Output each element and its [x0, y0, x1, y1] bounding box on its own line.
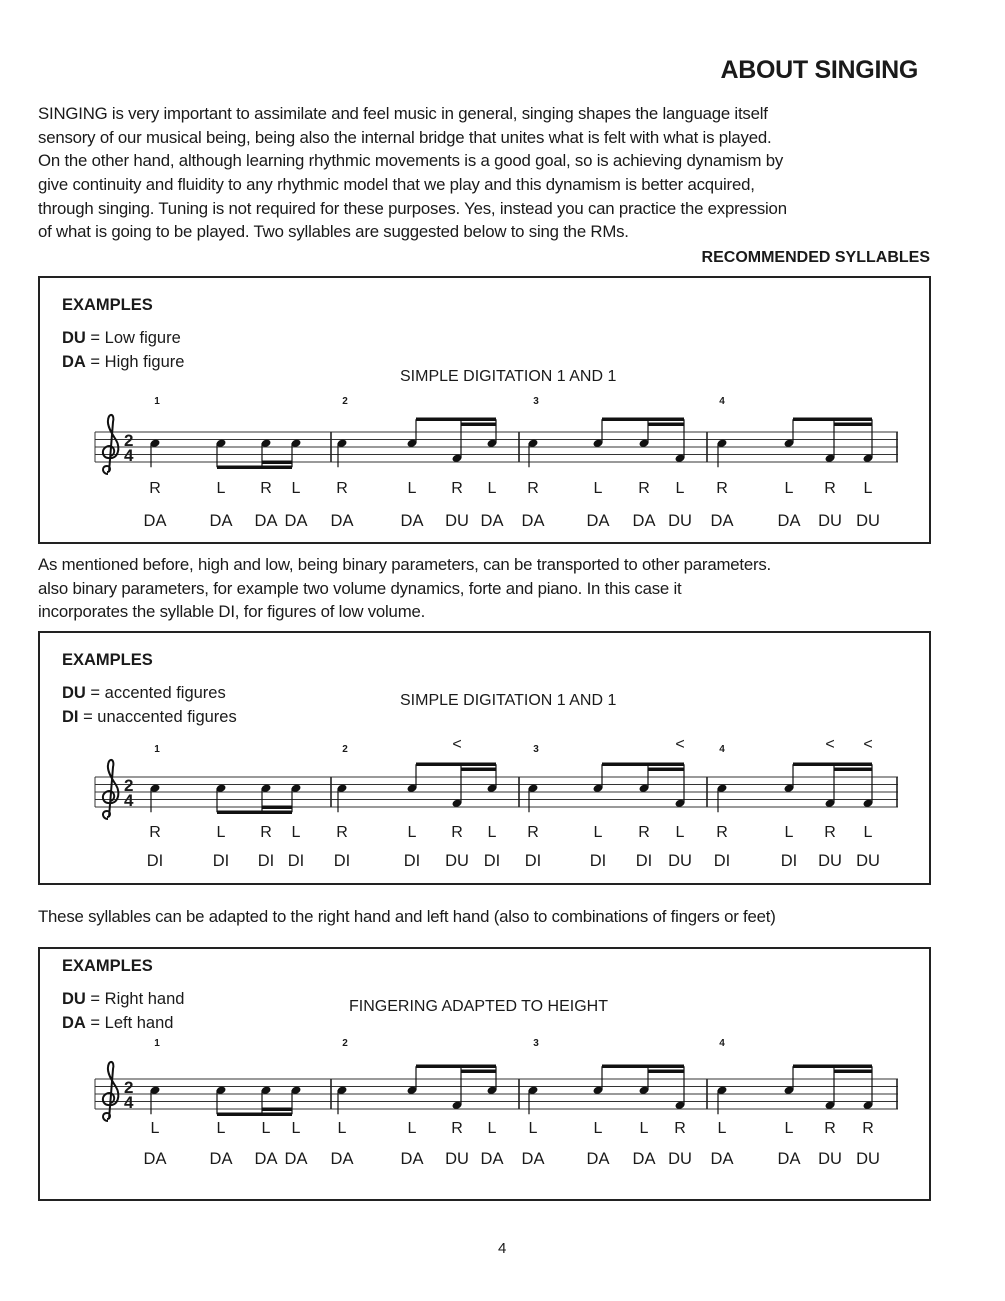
- syllable-meaning: = accented figures: [85, 684, 226, 702]
- syllable-label: DA: [586, 512, 610, 530]
- time-signature-bottom: 4: [124, 446, 134, 465]
- syllable-meaning: = Low figure: [85, 329, 181, 347]
- treble-clef-icon: [103, 415, 119, 474]
- sticking-label: R: [716, 480, 728, 497]
- syllable-definition: [62, 990, 184, 1009]
- syllable-meaning: = Right hand: [85, 990, 185, 1008]
- measure-number: 2: [342, 1038, 348, 1049]
- sticking-label: R: [149, 824, 161, 841]
- sticking-label: L: [593, 480, 603, 497]
- syllable-label: DA: [400, 1150, 424, 1168]
- syllable-label: DU: [856, 1150, 880, 1168]
- measure-number: 4: [719, 396, 725, 407]
- examples-heading: EXAMPLES: [62, 957, 153, 975]
- syllable-label: DU: [445, 512, 469, 530]
- syllable-label: DI: [212, 852, 230, 870]
- intro-line: sensory of our musical being, being also the internal bridge that unites what is felt with what is played.: [38, 128, 772, 147]
- measure-number: 3: [533, 744, 539, 755]
- sticking-label: R: [336, 824, 348, 841]
- syllable-label: DA: [632, 1150, 656, 1168]
- treble-clef-icon: [103, 1062, 119, 1121]
- syllable-label: DA: [480, 512, 504, 530]
- sticking-label: R: [451, 824, 463, 841]
- exercise-title: FINGERING ADAPTED TO HEIGHT: [349, 998, 608, 1015]
- sticking-label: R: [451, 1120, 463, 1137]
- syllable-label: DI: [635, 852, 653, 870]
- syllable-label: DU: [818, 512, 842, 530]
- sticking-label: R: [527, 480, 539, 497]
- syllable-key: DA: [62, 1014, 86, 1032]
- syllable-label: DA: [521, 1150, 545, 1168]
- examples-heading: EXAMPLES: [62, 651, 153, 669]
- time-signature-top: 2: [124, 776, 134, 795]
- syllable-label: DA: [330, 512, 354, 530]
- syllable-label: DA: [284, 1150, 308, 1168]
- measure-number: 1: [154, 1038, 160, 1049]
- sticking-label: L: [528, 1120, 538, 1137]
- sticking-label: R: [527, 824, 539, 841]
- recommended-syllables-heading: RECOMMENDED SYLLABLES: [701, 249, 930, 266]
- sticking-label: R: [260, 480, 272, 497]
- syllable-key: DU: [62, 990, 86, 1008]
- syllable-key: DU: [62, 329, 86, 347]
- syllable-label: DA: [710, 1150, 734, 1168]
- measure-number: 1: [154, 744, 160, 755]
- syllable-label: DA: [632, 512, 656, 530]
- accent-mark: <: [675, 736, 685, 753]
- syllable-label: DI: [589, 852, 607, 870]
- syllable-label: DU: [668, 852, 692, 870]
- sticking-label: L: [216, 1120, 226, 1137]
- measure-number: 4: [719, 744, 725, 755]
- examples-heading: EXAMPLES: [62, 296, 153, 314]
- sticking-label: L: [291, 480, 301, 497]
- syllable-label: DA: [254, 1150, 278, 1168]
- sticking-label: L: [407, 480, 417, 497]
- sticking-label: R: [716, 824, 728, 841]
- syllable-meaning: = unaccented figures: [78, 708, 237, 726]
- sticking-label: L: [337, 1120, 347, 1137]
- music-staff: [0, 372, 1005, 572]
- accent-mark: <: [452, 736, 462, 753]
- syllable-definition: [62, 329, 181, 348]
- sticking-label: L: [639, 1120, 649, 1137]
- sticking-label: L: [407, 1120, 417, 1137]
- sticking-label: L: [784, 480, 794, 497]
- syllable-label: DA: [209, 512, 233, 530]
- syllable-label: DI: [257, 852, 275, 870]
- sticking-label: R: [149, 480, 161, 497]
- syllable-label: DU: [818, 852, 842, 870]
- music-staff: [0, 1019, 1005, 1219]
- syllable-meaning: = High figure: [85, 353, 185, 371]
- sticking-label: R: [862, 1120, 874, 1137]
- syllable-definition: [62, 684, 226, 703]
- measure-number: 3: [533, 396, 539, 407]
- sticking-label: L: [487, 824, 497, 841]
- syllable-label: DI: [146, 852, 164, 870]
- syllable-label: DA: [254, 512, 278, 530]
- accent-mark: <: [825, 736, 835, 753]
- syllable-label: DA: [777, 512, 801, 530]
- para3-line: These syllables can be adapted to the right hand and left hand (also to combinations of fingers or feet): [38, 907, 776, 926]
- syllable-label: DA: [586, 1150, 610, 1168]
- intro-line: of what is going to be played. Two syllables are suggested below to sing the RMs.: [38, 222, 629, 241]
- syllable-label: DI: [333, 852, 351, 870]
- sticking-label: L: [784, 824, 794, 841]
- sticking-label: L: [407, 824, 417, 841]
- syllable-label: DA: [521, 512, 545, 530]
- sticking-label: L: [216, 480, 226, 497]
- para2-line: As mentioned before, high and low, being binary parameters, can be transported to other parameters.: [38, 555, 772, 574]
- syllable-label: DI: [713, 852, 731, 870]
- measure-number: 2: [342, 396, 348, 407]
- measure-number: 2: [342, 744, 348, 755]
- intro-line: On the other hand, although learning rhythmic movements is a good goal, so is achieving dynamism by: [38, 151, 784, 170]
- syllable-label: DA: [777, 1150, 801, 1168]
- sticking-label: L: [675, 480, 685, 497]
- syllable-label: DI: [287, 852, 305, 870]
- syllable-label: DU: [668, 512, 692, 530]
- sticking-label: R: [824, 1120, 836, 1137]
- syllable-label: DA: [710, 512, 734, 530]
- syllable-label: DU: [818, 1150, 842, 1168]
- syllable-meaning: = Left hand: [85, 1014, 174, 1032]
- syllable-label: DI: [403, 852, 421, 870]
- sticking-label: L: [487, 480, 497, 497]
- syllable-key: DU: [62, 684, 86, 702]
- sticking-label: L: [863, 480, 873, 497]
- intro-line: give continuity and fluidity to any rhythmic model that we play and this dynamism is better acquired,: [38, 175, 755, 194]
- sticking-label: R: [451, 480, 463, 497]
- sticking-label: L: [261, 1120, 271, 1137]
- exercise-title: SIMPLE DIGITATION 1 AND 1: [400, 692, 617, 709]
- time-signature-bottom: 4: [124, 791, 134, 810]
- syllable-key: DI: [62, 708, 79, 726]
- time-signature-top: 2: [124, 1078, 134, 1097]
- measure-number: 4: [719, 1038, 725, 1049]
- syllable-label: DA: [209, 1150, 233, 1168]
- sticking-label: L: [593, 824, 603, 841]
- sticking-label: L: [717, 1120, 727, 1137]
- time-signature-bottom: 4: [124, 1093, 134, 1112]
- syllable-label: DA: [284, 512, 308, 530]
- exercise-title: SIMPLE DIGITATION 1 AND 1: [400, 368, 617, 385]
- measure-number: 3: [533, 1038, 539, 1049]
- sticking-label: L: [487, 1120, 497, 1137]
- syllable-key: DA: [62, 353, 86, 371]
- syllable-label: DU: [445, 1150, 469, 1168]
- syllable-label: DU: [856, 852, 880, 870]
- sticking-label: R: [674, 1120, 686, 1137]
- syllable-label: DI: [780, 852, 798, 870]
- syllable-label: DI: [483, 852, 501, 870]
- sticking-label: L: [216, 824, 226, 841]
- syllable-label: DU: [445, 852, 469, 870]
- syllable-label: DI: [524, 852, 542, 870]
- sticking-label: L: [150, 1120, 160, 1137]
- music-staff: [0, 717, 1005, 917]
- syllable-label: DA: [143, 512, 167, 530]
- syllable-label: DA: [143, 1150, 167, 1168]
- intro-line: SINGING is very important to assimilate and feel music in general, singing shapes the language itself: [38, 104, 768, 123]
- sticking-label: L: [675, 824, 685, 841]
- syllable-label: DA: [480, 1150, 504, 1168]
- sticking-label: L: [291, 1120, 301, 1137]
- intro-line: through singing. Tuning is not required for these purposes. Yes, instead you can practice the expression: [38, 199, 787, 218]
- time-signature-top: 2: [124, 431, 134, 450]
- sticking-label: R: [824, 824, 836, 841]
- syllable-label: DU: [668, 1150, 692, 1168]
- sticking-label: R: [260, 824, 272, 841]
- sticking-label: L: [784, 1120, 794, 1137]
- measure-number: 1: [154, 396, 160, 407]
- treble-clef-icon: [103, 760, 119, 819]
- sticking-label: L: [291, 824, 301, 841]
- sticking-label: L: [863, 824, 873, 841]
- sticking-label: R: [336, 480, 348, 497]
- sticking-label: L: [593, 1120, 603, 1137]
- para2-line: also binary parameters, for example two volume dynamics, forte and piano. In this case it: [38, 579, 682, 598]
- syllable-label: DA: [330, 1150, 354, 1168]
- para2-line: incorporates the syllable DI, for figures of low volume.: [38, 602, 426, 621]
- syllable-label: DA: [400, 512, 424, 530]
- page-number: 4: [498, 1240, 507, 1257]
- sticking-label: R: [638, 824, 650, 841]
- syllable-definition: [62, 353, 184, 372]
- accent-mark: <: [863, 736, 873, 753]
- page-title: ABOUT SINGING: [720, 56, 918, 84]
- sticking-label: R: [638, 480, 650, 497]
- syllable-label: DU: [856, 512, 880, 530]
- sticking-label: R: [824, 480, 836, 497]
